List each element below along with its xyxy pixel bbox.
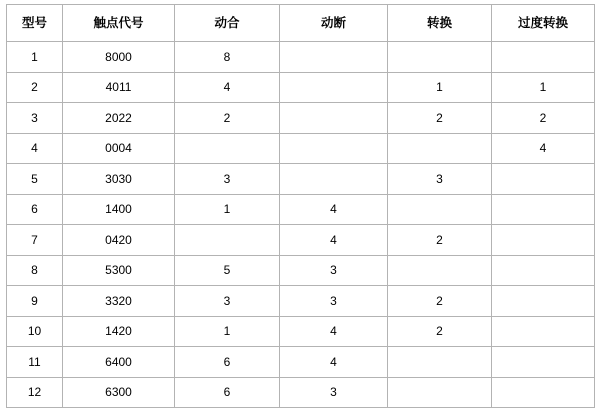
table-row <box>7 133 595 164</box>
cell-changeover: 3 <box>388 164 492 195</box>
cell-contact-code: 6400 <box>63 347 175 378</box>
cell-normally-open: 8 <box>175 42 280 73</box>
table-row <box>7 377 595 408</box>
cell-normally-open: 1 <box>175 316 280 347</box>
cell-transition-changeover: 1 <box>492 72 595 103</box>
table-row <box>7 103 595 134</box>
column-header-model: 型号 <box>7 5 63 42</box>
cell-changeover <box>388 194 492 225</box>
cell-model: 10 <box>7 316 63 347</box>
cell-model: 9 <box>7 286 63 317</box>
cell-contact-code: 3030 <box>63 164 175 195</box>
cell-contact-code: 5300 <box>63 255 175 286</box>
cell-normally-open: 3 <box>175 164 280 195</box>
cell-changeover: 2 <box>388 316 492 347</box>
cell-changeover: 2 <box>388 286 492 317</box>
cell-changeover <box>388 377 492 408</box>
cell-normally-open: 2 <box>175 103 280 134</box>
table-row <box>7 164 595 195</box>
cell-model: 8 <box>7 255 63 286</box>
cell-transition-changeover <box>492 286 595 317</box>
cell-contact-code: 3320 <box>63 286 175 317</box>
cell-transition-changeover: 2 <box>492 103 595 134</box>
cell-transition-changeover <box>492 42 595 73</box>
cell-normally-open: 5 <box>175 255 280 286</box>
cell-contact-code: 0420 <box>63 225 175 256</box>
cell-contact-code: 2022 <box>63 103 175 134</box>
cell-normally-open: 1 <box>175 194 280 225</box>
cell-transition-changeover: 4 <box>492 133 595 164</box>
cell-normally-open: 6 <box>175 377 280 408</box>
cell-contact-code: 8000 <box>63 42 175 73</box>
cell-normally-closed: 4 <box>280 347 388 378</box>
cell-normally-closed <box>280 103 388 134</box>
cell-model: 5 <box>7 164 63 195</box>
table-row <box>7 194 595 225</box>
table-row <box>7 347 595 378</box>
table-row <box>7 72 595 103</box>
column-header-changeover: 转换 <box>388 5 492 42</box>
cell-normally-open <box>175 133 280 164</box>
cell-transition-changeover <box>492 255 595 286</box>
cell-normally-closed: 4 <box>280 194 388 225</box>
cell-transition-changeover <box>492 377 595 408</box>
cell-model: 12 <box>7 377 63 408</box>
cell-model: 7 <box>7 225 63 256</box>
table-header <box>7 5 595 42</box>
cell-normally-closed <box>280 72 388 103</box>
cell-contact-code: 6300 <box>63 377 175 408</box>
cell-normally-closed: 3 <box>280 377 388 408</box>
cell-changeover <box>388 255 492 286</box>
column-header-normally-open: 动合 <box>175 5 280 42</box>
cell-normally-closed: 3 <box>280 286 388 317</box>
cell-model: 6 <box>7 194 63 225</box>
cell-contact-code: 1400 <box>63 194 175 225</box>
table-row <box>7 225 595 256</box>
cell-transition-changeover <box>492 316 595 347</box>
cell-changeover <box>388 42 492 73</box>
cell-changeover: 2 <box>388 103 492 134</box>
column-header-normally-closed: 动断 <box>280 5 388 42</box>
cell-contact-code: 1420 <box>63 316 175 347</box>
cell-changeover <box>388 133 492 164</box>
table-row <box>7 316 595 347</box>
column-header-contact-code: 触点代号 <box>63 5 175 42</box>
cell-changeover: 2 <box>388 225 492 256</box>
table-row <box>7 255 595 286</box>
cell-transition-changeover <box>492 164 595 195</box>
cell-normally-closed: 4 <box>280 225 388 256</box>
table-row <box>7 286 595 317</box>
cell-normally-open: 6 <box>175 347 280 378</box>
cell-model: 4 <box>7 133 63 164</box>
cell-transition-changeover <box>492 194 595 225</box>
cell-normally-closed: 3 <box>280 255 388 286</box>
table-body <box>7 42 595 408</box>
cell-model: 11 <box>7 347 63 378</box>
cell-contact-code: 0004 <box>63 133 175 164</box>
table-header-row <box>7 5 595 42</box>
cell-normally-closed <box>280 133 388 164</box>
cell-normally-closed <box>280 164 388 195</box>
cell-changeover <box>388 347 492 378</box>
cell-normally-closed: 4 <box>280 316 388 347</box>
cell-changeover: 1 <box>388 72 492 103</box>
contact-code-table <box>6 4 595 408</box>
cell-normally-open: 4 <box>175 72 280 103</box>
cell-transition-changeover <box>492 225 595 256</box>
cell-transition-changeover <box>492 347 595 378</box>
cell-model: 2 <box>7 72 63 103</box>
cell-model: 1 <box>7 42 63 73</box>
cell-contact-code: 4011 <box>63 72 175 103</box>
cell-normally-open <box>175 225 280 256</box>
cell-model: 3 <box>7 103 63 134</box>
cell-normally-open: 3 <box>175 286 280 317</box>
table-row <box>7 42 595 73</box>
cell-normally-closed <box>280 42 388 73</box>
column-header-transition-changeover: 过度转换 <box>492 5 595 42</box>
